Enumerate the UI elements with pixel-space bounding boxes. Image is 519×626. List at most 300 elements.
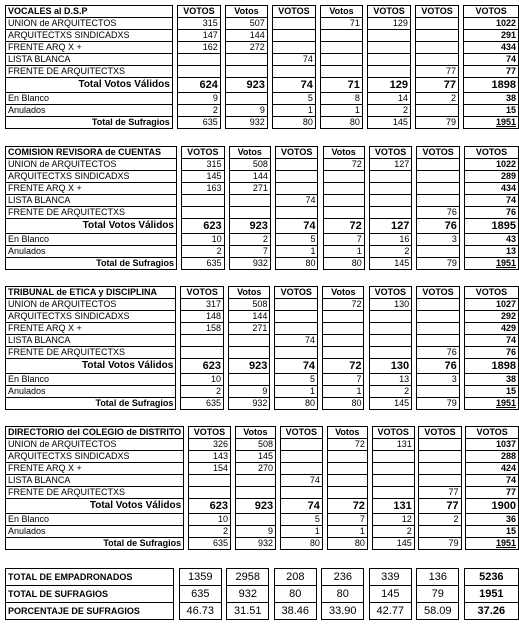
list-votes-cell: 288 <box>466 451 519 463</box>
valid-votes-cell: 923 <box>226 78 268 93</box>
summary-value: 5236 <box>464 569 518 586</box>
list-votes-cell: 130 <box>369 299 412 311</box>
list-votes-cell <box>323 171 364 183</box>
list-votes-cell: 291 <box>464 30 519 42</box>
total-sufragios-cell: 79 <box>416 117 459 129</box>
summary-value: 136 <box>417 569 459 586</box>
list-votes-cell: 507 <box>226 18 268 30</box>
valid-votes-cell: 72 <box>327 499 367 514</box>
section-vocales <box>5 5 519 129</box>
summary-row <box>6 569 519 586</box>
null-votes-row <box>6 386 519 398</box>
list-votes-row <box>6 451 519 463</box>
list-votes-cell <box>327 451 367 463</box>
votos-header: VOTOS <box>369 147 412 159</box>
list-name: UNION de ARQUITECTOS <box>6 439 184 451</box>
valid-votes-cell: 74 <box>273 78 316 93</box>
votos-header: VOTOS <box>417 287 460 299</box>
list-votes-cell <box>323 347 364 359</box>
blank-votes-cell: 2 <box>419 514 461 526</box>
list-votes-cell <box>229 347 270 359</box>
summary-value: 31.51 <box>227 603 269 620</box>
null-votes-label: Anulados <box>6 526 184 538</box>
votos-header: VOTOS <box>368 6 411 18</box>
votos-header: Votos <box>235 427 275 439</box>
list-name: FRENTE DE ARQUITECTXS <box>6 487 184 499</box>
list-votes-cell: 271 <box>229 183 270 195</box>
votos-header: VOTOS <box>466 427 519 439</box>
blank-votes-cell: 10 <box>188 514 230 526</box>
list-name: UNION de ARQUITECTOS <box>6 18 173 30</box>
null-votes-cell: 7 <box>229 246 270 258</box>
total-sufragios-cell: 1951 <box>466 538 519 550</box>
list-name: UNION de ARQUITECTOS <box>6 159 177 171</box>
total-sufragios-cell: 80 <box>323 258 364 270</box>
list-votes-cell <box>368 30 411 42</box>
total-sufragios-cell: 145 <box>372 538 414 550</box>
list-votes-cell <box>275 159 318 171</box>
section-comision-revisora <box>5 146 519 270</box>
null-votes-cell: 2 <box>368 105 411 117</box>
total-sufragios-cell: 635 <box>182 258 225 270</box>
list-votes-cell: 508 <box>235 439 275 451</box>
blank-votes-cell: 8 <box>321 93 363 105</box>
list-votes-cell <box>369 347 412 359</box>
list-votes-cell <box>323 323 364 335</box>
total-sufragios-cell: 932 <box>229 398 270 410</box>
votos-header: VOTOS <box>178 6 221 18</box>
list-votes-cell <box>327 463 367 475</box>
list-name: ARQUITECTXS SINDICADXS <box>6 30 173 42</box>
valid-votes-cell: 1898 <box>464 359 518 374</box>
list-votes-cell <box>280 451 322 463</box>
total-sufragios-cell: 932 <box>226 117 268 129</box>
total-sufragios-cell: 80 <box>280 538 322 550</box>
blank-votes-cell: 43 <box>464 234 518 246</box>
header-row <box>6 6 519 18</box>
blank-votes-cell: 2 <box>416 93 459 105</box>
votos-header: VOTOS <box>181 287 224 299</box>
blank-votes-cell: 38 <box>464 374 518 386</box>
total-sufragios-row <box>6 258 519 270</box>
blank-votes-label: En Blanco <box>6 93 173 105</box>
list-votes-cell: 74 <box>464 54 519 66</box>
list-votes-cell <box>417 335 460 347</box>
list-name: UNION de ARQUITECTOS <box>6 299 176 311</box>
summary-table <box>5 568 519 620</box>
list-votes-cell <box>280 463 322 475</box>
blank-votes-cell: 9 <box>178 93 221 105</box>
list-votes-cell: 77 <box>464 66 519 78</box>
summary-value: 58.09 <box>417 603 459 620</box>
valid-votes-cell: 1895 <box>464 219 518 234</box>
list-votes-cell <box>368 66 411 78</box>
list-name: FRENTE DE ARQUITECTXS <box>6 66 173 78</box>
list-votes-cell <box>416 18 459 30</box>
list-name: FRENTE ARQ X + <box>6 42 173 54</box>
blank-votes-cell: 5 <box>280 514 322 526</box>
blank-votes-cell: 36 <box>466 514 519 526</box>
valid-votes-cell: 131 <box>372 499 414 514</box>
valid-votes-label: Total Votos Válidos <box>6 219 177 234</box>
blank-votes-label: En Blanco <box>6 234 177 246</box>
total-sufragios-cell: 635 <box>181 398 224 410</box>
list-votes-cell: 127 <box>369 159 412 171</box>
blank-votes-cell: 5 <box>275 234 318 246</box>
list-votes-row <box>6 54 519 66</box>
list-votes-cell <box>369 207 412 219</box>
list-votes-row <box>6 475 519 487</box>
list-votes-cell <box>235 475 275 487</box>
valid-votes-cell: 74 <box>275 219 318 234</box>
list-votes-cell: 76 <box>464 347 518 359</box>
null-votes-cell: 9 <box>229 386 270 398</box>
null-votes-cell: 1 <box>280 526 322 538</box>
valid-votes-cell: 130 <box>369 359 412 374</box>
total-sufragios-cell: 1951 <box>464 398 518 410</box>
list-votes-cell: 434 <box>464 183 518 195</box>
valid-votes-row <box>6 78 519 93</box>
total-sufragios-label: Total de Sufragios <box>6 398 176 410</box>
list-votes-cell: 144 <box>229 311 270 323</box>
blank-votes-cell <box>229 374 270 386</box>
list-votes-cell <box>369 311 412 323</box>
list-votes-cell <box>275 323 318 335</box>
votos-header: VOTOS <box>273 6 316 18</box>
list-votes-row <box>6 487 519 499</box>
list-votes-cell <box>323 311 364 323</box>
section-summary <box>5 568 519 620</box>
blank-votes-cell: 7 <box>327 514 367 526</box>
summary-value: 339 <box>369 569 411 586</box>
list-votes-row <box>6 171 519 183</box>
null-votes-cell <box>417 386 460 398</box>
valid-votes-row <box>6 359 519 374</box>
list-votes-row <box>6 42 519 54</box>
list-votes-cell: 508 <box>229 159 270 171</box>
list-votes-cell: 143 <box>188 451 230 463</box>
list-name: LISTA BLANCA <box>6 195 177 207</box>
null-votes-cell: 1 <box>323 246 364 258</box>
blank-votes-cell: 3 <box>417 374 460 386</box>
null-votes-cell: 1 <box>323 386 364 398</box>
summary-value: 38.46 <box>274 603 316 620</box>
null-votes-cell: 9 <box>235 526 275 538</box>
list-votes-cell: 1037 <box>466 439 519 451</box>
list-votes-cell <box>275 347 318 359</box>
blank-votes-cell <box>226 93 268 105</box>
section-directorio <box>5 426 519 550</box>
total-sufragios-cell: 80 <box>327 538 367 550</box>
valid-votes-cell: 76 <box>417 219 460 234</box>
list-votes-cell <box>417 311 460 323</box>
votos-header: VOTOS <box>464 6 519 18</box>
list-votes-cell: 508 <box>229 299 270 311</box>
list-votes-cell <box>323 207 364 219</box>
list-votes-row <box>6 18 519 30</box>
list-votes-cell: 1027 <box>464 299 518 311</box>
valid-votes-cell: 1898 <box>464 78 519 93</box>
list-votes-row <box>6 195 519 207</box>
total-sufragios-cell: 1951 <box>464 258 518 270</box>
list-votes-cell <box>416 30 459 42</box>
null-votes-cell: 2 <box>178 105 221 117</box>
valid-votes-cell: 623 <box>188 499 230 514</box>
list-votes-cell <box>372 451 414 463</box>
list-votes-row <box>6 66 519 78</box>
votos-header: VOTOS <box>280 427 322 439</box>
total-sufragios-cell: 145 <box>368 117 411 129</box>
total-sufragios-cell: 80 <box>321 117 363 129</box>
list-votes-cell <box>235 487 275 499</box>
list-votes-cell <box>417 195 460 207</box>
list-name: FRENTE ARQ X + <box>6 323 176 335</box>
valid-votes-cell: 77 <box>416 78 459 93</box>
list-votes-cell: 271 <box>229 323 270 335</box>
list-votes-cell <box>273 42 316 54</box>
valid-votes-cell: 1900 <box>466 499 519 514</box>
header-row <box>6 427 519 439</box>
total-sufragios-label: Total de Sufragios <box>6 538 184 550</box>
valid-votes-cell: 72 <box>323 219 364 234</box>
valid-votes-cell: 74 <box>280 499 322 514</box>
list-votes-cell: 74 <box>466 475 519 487</box>
list-name: LISTA BLANCA <box>6 335 176 347</box>
null-votes-label: Anulados <box>6 246 177 258</box>
list-votes-cell <box>226 66 268 78</box>
total-sufragios-cell: 80 <box>273 117 316 129</box>
summary-value: 635 <box>179 586 221 603</box>
list-votes-cell: 76 <box>417 347 460 359</box>
summary-value: 80 <box>274 586 316 603</box>
list-votes-cell: 72 <box>327 439 367 451</box>
blank-votes-cell: 10 <box>181 374 224 386</box>
blank-votes-cell: 13 <box>369 374 412 386</box>
total-sufragios-cell: 79 <box>417 258 460 270</box>
list-votes-cell <box>323 195 364 207</box>
total-sufragios-row <box>6 538 519 550</box>
section-title: TRIBUNAL de ETICA y DISCIPLINA <box>6 287 176 299</box>
list-votes-cell <box>327 475 367 487</box>
list-votes-cell: 292 <box>464 311 518 323</box>
list-name: LISTA BLANCA <box>6 475 184 487</box>
list-votes-cell: 71 <box>321 18 363 30</box>
list-votes-cell: 147 <box>178 30 221 42</box>
null-votes-cell: 2 <box>181 386 224 398</box>
null-votes-cell: 2 <box>372 526 414 538</box>
list-votes-row <box>6 183 519 195</box>
list-votes-cell: 158 <box>181 323 224 335</box>
list-votes-cell: 270 <box>235 463 275 475</box>
list-votes-cell <box>372 487 414 499</box>
null-votes-cell: 2 <box>369 386 412 398</box>
list-name: FRENTE ARQ X + <box>6 463 184 475</box>
null-votes-cell: 1 <box>275 246 318 258</box>
votos-header: VOTOS <box>464 147 518 159</box>
blank-votes-cell: 10 <box>182 234 225 246</box>
blank-votes-cell: 12 <box>372 514 414 526</box>
list-name: ARQUITECTXS SINDICADXS <box>6 451 184 463</box>
valid-votes-cell: 623 <box>181 359 224 374</box>
list-votes-cell: 434 <box>464 42 519 54</box>
list-votes-cell: 163 <box>182 183 225 195</box>
blank-votes-cell <box>235 514 275 526</box>
list-votes-row <box>6 159 519 171</box>
votos-header: Votos <box>323 287 364 299</box>
null-votes-cell: 15 <box>464 105 519 117</box>
valid-votes-label: Total Votos Válidos <box>6 359 176 374</box>
null-votes-cell <box>416 105 459 117</box>
votos-header: Votos <box>229 287 270 299</box>
summary-value: 2958 <box>227 569 269 586</box>
votos-header: VOTOS <box>188 427 230 439</box>
total-sufragios-cell: 80 <box>275 258 318 270</box>
list-votes-cell: 326 <box>188 439 230 451</box>
null-votes-label: Anulados <box>6 386 176 398</box>
list-votes-cell <box>181 347 224 359</box>
votos-header: Votos <box>327 427 367 439</box>
votos-header: Votos <box>321 6 363 18</box>
list-votes-cell <box>275 207 318 219</box>
valid-votes-cell: 923 <box>229 219 270 234</box>
null-votes-cell: 1 <box>327 526 367 538</box>
section-title: COMISION REVISORA de CUENTAS <box>6 147 177 159</box>
null-votes-row <box>6 246 519 258</box>
list-name: LISTA BLANCA <box>6 54 173 66</box>
list-votes-cell <box>273 30 316 42</box>
list-votes-cell: 424 <box>466 463 519 475</box>
list-votes-cell <box>369 195 412 207</box>
list-votes-cell <box>419 451 461 463</box>
total-sufragios-cell: 932 <box>235 538 275 550</box>
null-votes-cell: 2 <box>182 246 225 258</box>
list-votes-cell: 145 <box>182 171 225 183</box>
total-sufragios-cell: 635 <box>178 117 221 129</box>
list-votes-row <box>6 207 519 219</box>
blank-votes-cell: 38 <box>464 93 519 105</box>
blank-votes-cell: 14 <box>368 93 411 105</box>
total-sufragios-label: Total de Sufragios <box>6 258 177 270</box>
list-votes-cell <box>321 66 363 78</box>
null-votes-cell <box>419 526 461 538</box>
list-votes-cell <box>419 463 461 475</box>
null-votes-cell: 2 <box>369 246 412 258</box>
list-votes-row <box>6 439 519 451</box>
votos-header: VOTOS <box>464 287 518 299</box>
list-votes-cell <box>182 195 225 207</box>
list-name: FRENTE ARQ X + <box>6 183 177 195</box>
list-votes-cell: 74 <box>280 475 322 487</box>
summary-value: 37.26 <box>464 603 518 620</box>
list-votes-cell: 76 <box>464 207 518 219</box>
list-votes-cell <box>416 42 459 54</box>
summary-value: 33.90 <box>322 603 364 620</box>
blank-votes-cell: 16 <box>369 234 412 246</box>
list-votes-cell <box>280 439 322 451</box>
blank-votes-cell: 2 <box>229 234 270 246</box>
list-name: ARQUITECTXS SINDICADXS <box>6 311 176 323</box>
list-votes-cell <box>417 159 460 171</box>
list-votes-cell <box>273 66 316 78</box>
list-name: FRENTE DE ARQUITECTXS <box>6 347 176 359</box>
total-sufragios-cell: 79 <box>419 538 461 550</box>
null-votes-label: Anulados <box>6 105 173 117</box>
valid-votes-cell: 624 <box>178 78 221 93</box>
votos-header: Votos <box>323 147 364 159</box>
list-votes-cell <box>419 439 461 451</box>
summary-value: 145 <box>369 586 411 603</box>
header-row <box>6 147 519 159</box>
results-table <box>5 5 519 129</box>
results-table <box>5 146 519 270</box>
blank-votes-cell: 5 <box>273 93 316 105</box>
null-votes-cell: 9 <box>226 105 268 117</box>
null-votes-cell: 1 <box>275 386 318 398</box>
list-votes-cell <box>275 171 318 183</box>
list-votes-cell <box>369 335 412 347</box>
votos-header: Votos <box>229 147 270 159</box>
list-votes-cell: 154 <box>188 463 230 475</box>
list-votes-cell: 429 <box>464 323 518 335</box>
list-votes-cell <box>369 183 412 195</box>
list-votes-cell <box>280 487 322 499</box>
list-votes-cell <box>181 335 224 347</box>
summary-value: 208 <box>274 569 316 586</box>
header-row <box>6 287 519 299</box>
votos-header: VOTOS <box>419 427 461 439</box>
list-votes-cell <box>229 335 270 347</box>
list-votes-cell: 77 <box>466 487 519 499</box>
list-votes-cell: 162 <box>178 42 221 54</box>
list-votes-cell: 74 <box>275 195 318 207</box>
list-votes-cell: 131 <box>372 439 414 451</box>
total-sufragios-label: Total de Sufragios <box>6 117 173 129</box>
list-votes-cell <box>188 487 230 499</box>
summary-value: 79 <box>417 586 459 603</box>
blank-votes-row <box>6 93 519 105</box>
list-votes-cell <box>417 183 460 195</box>
list-votes-cell: 72 <box>323 299 364 311</box>
valid-votes-cell: 77 <box>419 499 461 514</box>
votos-header: VOTOS <box>275 287 318 299</box>
list-votes-cell <box>229 207 270 219</box>
list-votes-cell: 1022 <box>464 159 518 171</box>
section-title: VOCALES al D.S.P <box>6 6 173 18</box>
list-votes-cell <box>182 207 225 219</box>
list-votes-row <box>6 299 519 311</box>
list-votes-cell <box>321 30 363 42</box>
null-votes-cell: 1 <box>321 105 363 117</box>
votos-header: VOTOS <box>275 147 318 159</box>
list-votes-cell: 77 <box>416 66 459 78</box>
blank-votes-row <box>6 374 519 386</box>
list-votes-cell <box>327 487 367 499</box>
total-sufragios-cell: 145 <box>369 258 412 270</box>
list-votes-cell: 272 <box>226 42 268 54</box>
summary-value: 80 <box>322 586 364 603</box>
blank-votes-label: En Blanco <box>6 514 184 526</box>
null-votes-cell <box>417 246 460 258</box>
summary-label: TOTAL DE EMPADRONADOS <box>6 569 174 586</box>
section-title: DIRECTORIO del COLEGIO de DISTRITO <box>6 427 184 439</box>
blank-votes-row <box>6 234 519 246</box>
total-sufragios-cell: 80 <box>323 398 364 410</box>
summary-label: PORCENTAJE DE SUFRAGIOS <box>6 603 174 620</box>
blank-votes-cell: 5 <box>275 374 318 386</box>
list-votes-cell <box>417 323 460 335</box>
blank-votes-label: En Blanco <box>6 374 176 386</box>
valid-votes-cell: 72 <box>323 359 364 374</box>
